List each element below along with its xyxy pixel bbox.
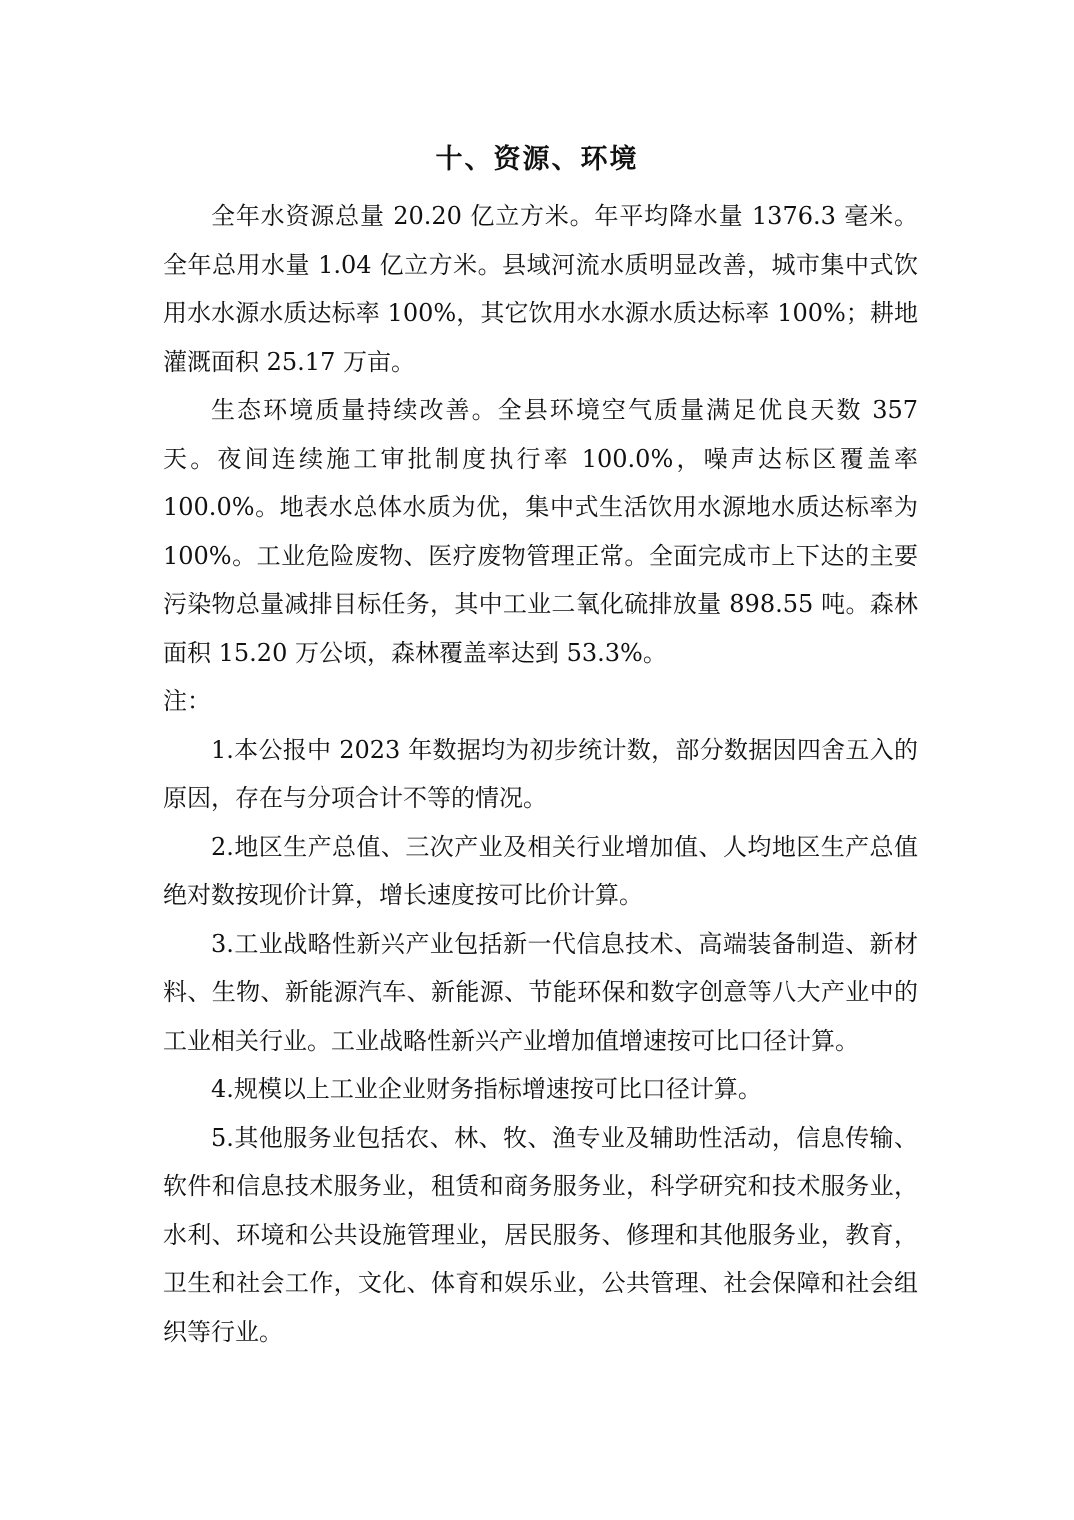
note-item-4: 4.规模以上工业企业财务指标增速按可比口径计算。 <box>211 1075 762 1103</box>
note-item-5: 5.其他服务业包括农、林、牧、渔专业及辅助性活动，信息传输、软件和信息技术服务业，租赁和商务服务业，科学研究和技术服务业，水利、环境和公共设施管理业，居民服务、修理和其他服务业，教育，卫生和社会工作，文化、体育和娱乐业，公共管理、社会保障和社会组织等行业。 <box>163 1123 918 1346</box>
notes-label: 注： <box>163 687 211 715</box>
document-body <box>163 192 918 1356</box>
section-title: 十、资源、环境 <box>435 144 639 175</box>
note-item-1: 1.本公报中 2023 年数据均为初步统计数，部分数据因四舍五入的原因，存在与分项合计不等的情况。 <box>163 735 918 812</box>
note-item-2: 2.地区生产总值、三次产业及相关行业增加值、人均地区生产总值绝对数按现价计算，增长速度按可比价计算。 <box>163 832 918 909</box>
paragraph-water-resources: 全年水资源总量 20.20 亿立方米。年平均降水量 1376.3 毫米。全年总用水量 1.04 亿立方米。县域河流水质明显改善，城市集中式饮用水水源水质达标率 100%，其它饮用水水源水质达标率 100%；耕地灌溉面积 25.17 万亩。 <box>163 202 918 376</box>
note-item-3: 3.工业战略性新兴产业包括新一代信息技术、高端装备制造、新材料、生物、新能源汽车、新能源、节能环保和数字创意等八大产业中的工业相关行业。工业战略性新兴产业增加值增速按可比口径计算。 <box>163 929 918 1055</box>
paragraph-ecological-environment: 生态环境质量持续改善。全县环境空气质量满足优良天数 357 天。夜间连续施工审批制度执行率 100.0%，噪声达标区覆盖率 100.0%。地表水总体水质为优，集中式生活饮用水源地水质达标率为 100%。工业危险废物、医疗废物管理正常。全面完成市上下达的主要污染物总量减排目标任务，其中工业二氧化硫排放量 898.55 吨。森林面积 15.20 万公顷，森林覆盖率达到 53.3%。 <box>163 396 918 667</box>
